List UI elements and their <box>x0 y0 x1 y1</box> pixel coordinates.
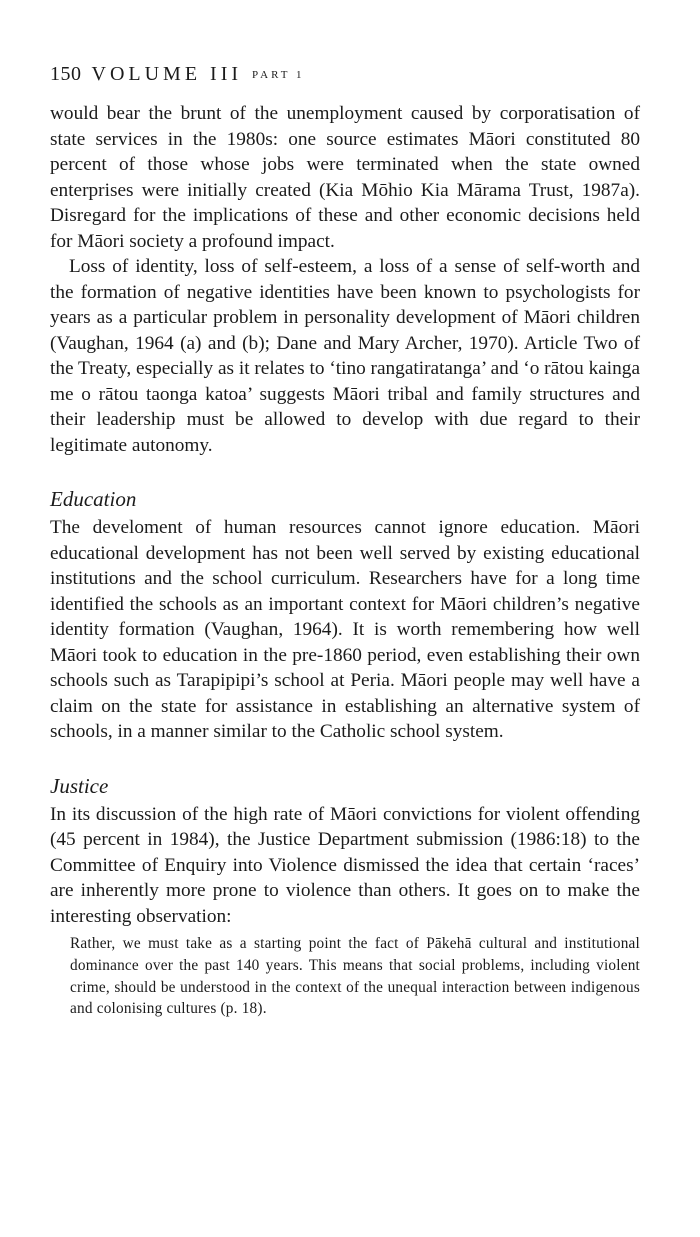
body-paragraph: would bear the brunt of the unemployment caused by corporatisation of state services in the 1980s: one source estimates Māori constituted 80 percent of those whose jobs were terminated when the state owned enterprises were initially created (Kia Mōhio Kia Mārama Trust, 1987a). Disregard for the implications of these and other economic decisions held for Māori society a profound impact. <box>50 103 640 252</box>
volume-label: VOLUME III <box>91 63 243 85</box>
section-heading-justice: Justice <box>50 773 109 798</box>
block-quote <box>70 933 640 1020</box>
running-head <box>50 62 640 87</box>
section-heading-education: Education <box>50 487 137 511</box>
book-page <box>50 62 640 1020</box>
body-paragraph: Loss of identity, loss of self-esteem, a loss of a sense of self-worth and the formation of negative identities have been known to psychologists for years as a particular problem in personality development of Māori children (Vaughan, 1964 (a) and (b); Dane and Mary Archer, 1970). Article Two of the Treaty, especially as it relates to ‘tino rangatiratanga’ and ‘o rātou kainga me o rātou taonga katoa’ suggests Māori tribal and family structures and their leadership must be allowed to develop with due regard to their legitimate autonomy. <box>50 256 641 456</box>
part-label: PART 1 <box>252 69 305 81</box>
quote-text: Rather, we must take as a starting point the fact of Pākehā cultural and institutional dominance over the past 140 years. This means that social problems, including violent crime, should be understood in the context of the unequal interaction between indigenous and colonising cultures (p. 18). <box>70 935 640 1018</box>
education-paragraph: The develoment of human resources cannot ignore education. Māori educational development has not been well served by existing educational institutions and the school curriculum. Researchers have for a long time identified the schools as an important context for Māori children’s negative identity formation (Vaughan, 1964). It is worth remembering how well Māori took to education in the pre-1860 period, even establishing their own schools such as Tarapipipi’s school at Peria. Māori people may well have a claim on the state for assistance in establishing an alternative system of schools, in a manner similar to the Catholic school system. <box>50 517 640 742</box>
justice-paragraph: In its discussion of the high rate of Māori convictions for violent offending (45 percent in 1984), the Justice Department submission (1986:18) to the Committee of Enquiry into Violence dismissed the idea that certain ‘races’ are inherently more prone to violence than others. It goes on to make the interesting observation: <box>50 803 640 927</box>
page-number: 150 <box>50 63 82 85</box>
